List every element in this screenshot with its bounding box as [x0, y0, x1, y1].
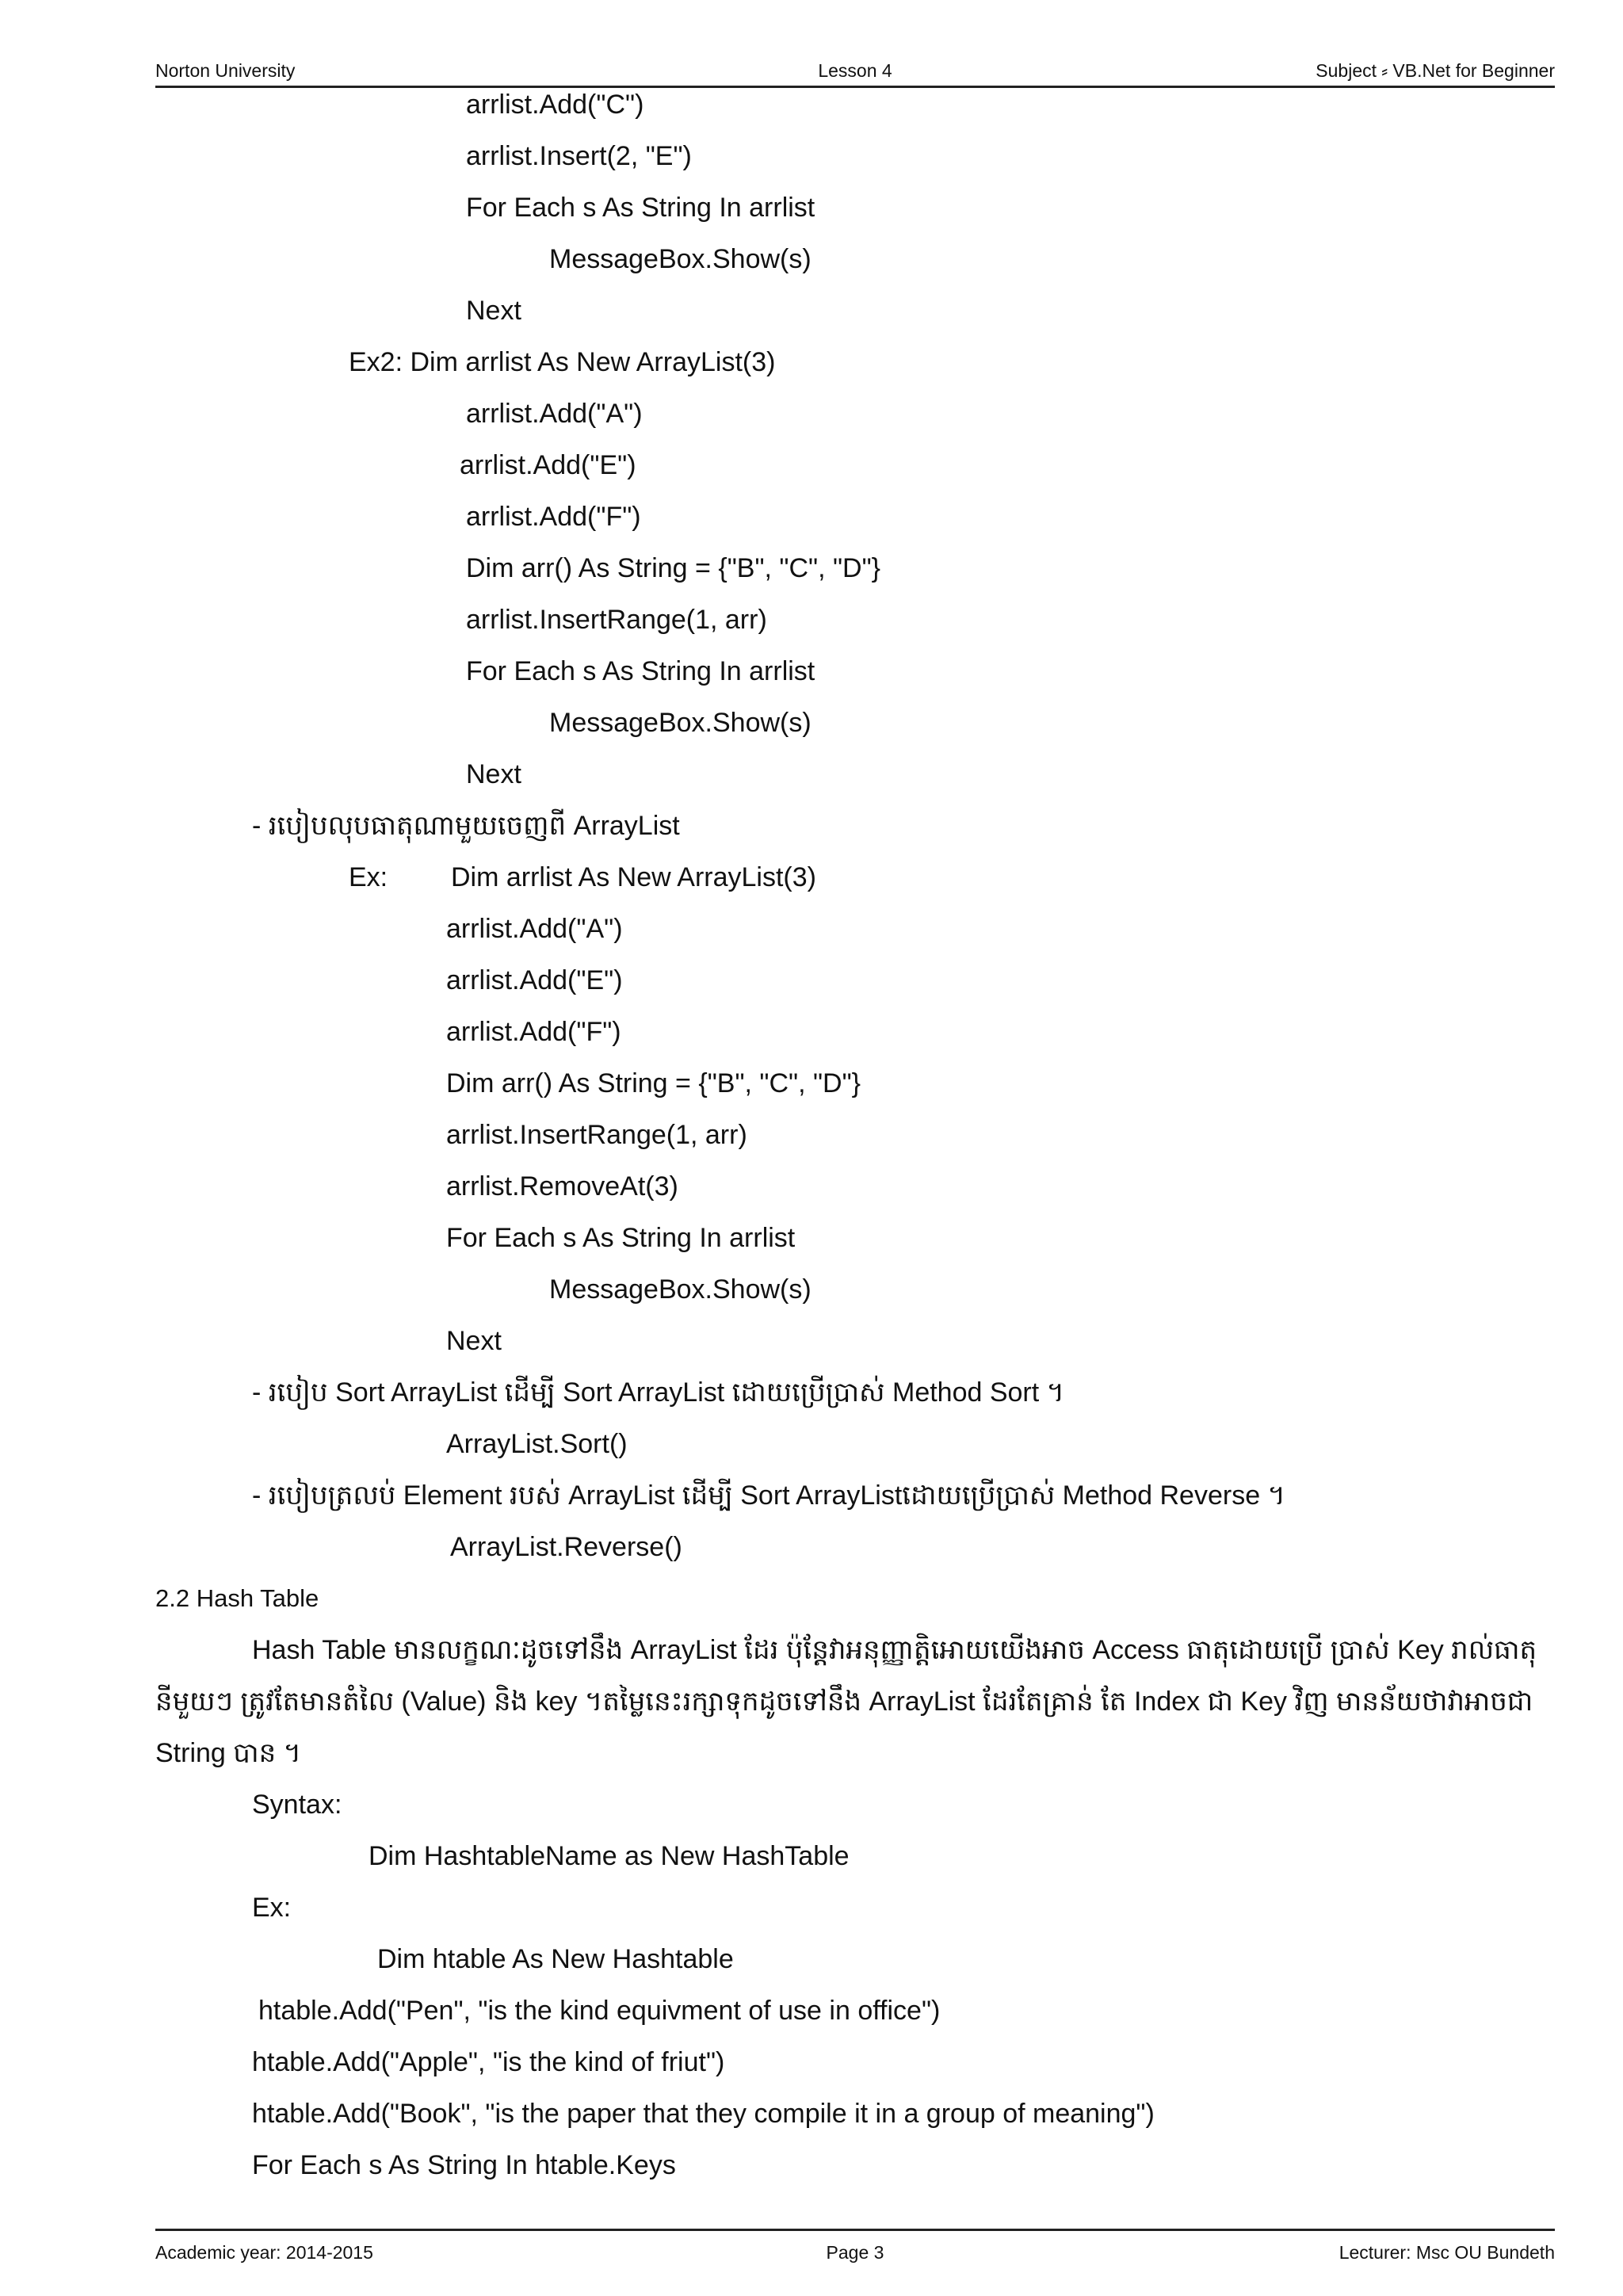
page-footer	[155, 2229, 1555, 2263]
code-line: ArrayList.Sort()	[446, 1429, 628, 1459]
code-line: For Each s As String In arrlist	[466, 193, 815, 223]
code-line: arrlist.Add("A")	[466, 399, 643, 429]
code-line: MessageBox.Show(s)	[549, 244, 812, 274]
body-paragraph: Hash Table មានលក្ខណៈដូចទៅនឹង ArrayList ដែរ ប៉ុន្តែវាអនុញ្ញាត្តិអោយយើងអាច Access ធាតុដោយប្រើ ប្រាស់ Key រាល់ធាតុនីមួយៗ ត្រូវតែមានតំលៃ (Value) និង key ។តម្លៃនេះរក្សាទុកដូចទៅនឹង ArrayList ដែរតែគ្រាន់ តែ Index ជា Key វិញ មានន័យថាវាអាចជា String បាន ។	[155, 1635, 1537, 1768]
code-line: For Each s As String In arrlist	[466, 656, 815, 686]
code-line: ArrayList.Reverse()	[450, 1532, 682, 1562]
code-line: Dim HashtableName as New HashTable	[369, 1841, 850, 1871]
code-line: htable.Add("Book", "is the paper that they compile it in a group of meaning")	[252, 2099, 1155, 2129]
bullet-line: - របៀបត្រលប់ Element របស់ ArrayList ដើម្បី Sort ArrayListដោយប្រើប្រាស់ Method Reverse ។	[252, 1480, 1285, 1511]
code-line: htable.Add("Apple", "is the kind of friut")	[252, 2047, 725, 2077]
example-label-line: Ex2: Dim arrlist As New ArrayList(3)	[349, 347, 776, 377]
code-line: arrlist.Insert(2, "E")	[466, 141, 692, 171]
code-line: Dim arr() As String = {"B", "C", "D"}	[446, 1068, 861, 1098]
section-heading: 2.2 Hash Table	[155, 1584, 319, 1612]
example-label: Ex:	[349, 862, 388, 892]
header-subject: Subject ⸗ VB.Net for Beginner	[1316, 60, 1555, 81]
code-line: Next	[466, 296, 521, 326]
code-line: Dim arr() As String = {"B", "C", "D"}	[466, 553, 881, 583]
syntax-label: Syntax:	[252, 1790, 342, 1820]
code-line: htable.Add("Pen", "is the kind equivment of use in office")	[258, 1996, 941, 2026]
code-line: arrlist.RemoveAt(3)	[446, 1171, 678, 1201]
header-lesson: Lesson 4	[818, 60, 892, 81]
bullet-line: - របៀប Sort ArrayList ដើម្បី Sort ArrayList ដោយប្រើប្រាស់ Method Sort ។	[252, 1377, 1065, 1408]
footer-page-number: Page 3	[826, 2242, 884, 2263]
code-line: arrlist.InsertRange(1, arr)	[446, 1120, 747, 1150]
code-line: arrlist.Add("E")	[460, 450, 636, 480]
code-line: arrlist.Add("E")	[446, 965, 623, 995]
bullet-line: - របៀបលុបធាតុណាមួយចេញពី ArrayList	[252, 811, 680, 841]
code-line: arrlist.Add("C")	[466, 90, 644, 120]
footer-lecturer: Lecturer: Msc OU Bundeth	[1338, 2242, 1555, 2263]
code-line: Dim arrlist As New ArrayList(3)	[451, 862, 816, 892]
code-line: MessageBox.Show(s)	[549, 1274, 812, 1305]
code-line: For Each s As String In htable.Keys	[252, 2150, 676, 2180]
example-label: Ex:	[252, 1893, 292, 1923]
code-line: Next	[446, 1326, 502, 1356]
code-line: arrlist.Add("F")	[466, 502, 641, 532]
code-line: arrlist.InsertRange(1, arr)	[466, 605, 767, 635]
page-header	[155, 55, 1555, 88]
header-institution: Norton University	[155, 60, 296, 81]
code-line: arrlist.Add("A")	[446, 914, 623, 944]
code-line: For Each s As String In arrlist	[446, 1223, 796, 1253]
code-line: Dim htable As New Hashtable	[377, 1944, 734, 1974]
footer-academic-year: Academic year: 2014-2015	[155, 2242, 373, 2263]
code-line: Next	[466, 759, 521, 789]
code-line: arrlist.Add("F")	[446, 1017, 621, 1047]
code-line: MessageBox.Show(s)	[549, 708, 812, 738]
